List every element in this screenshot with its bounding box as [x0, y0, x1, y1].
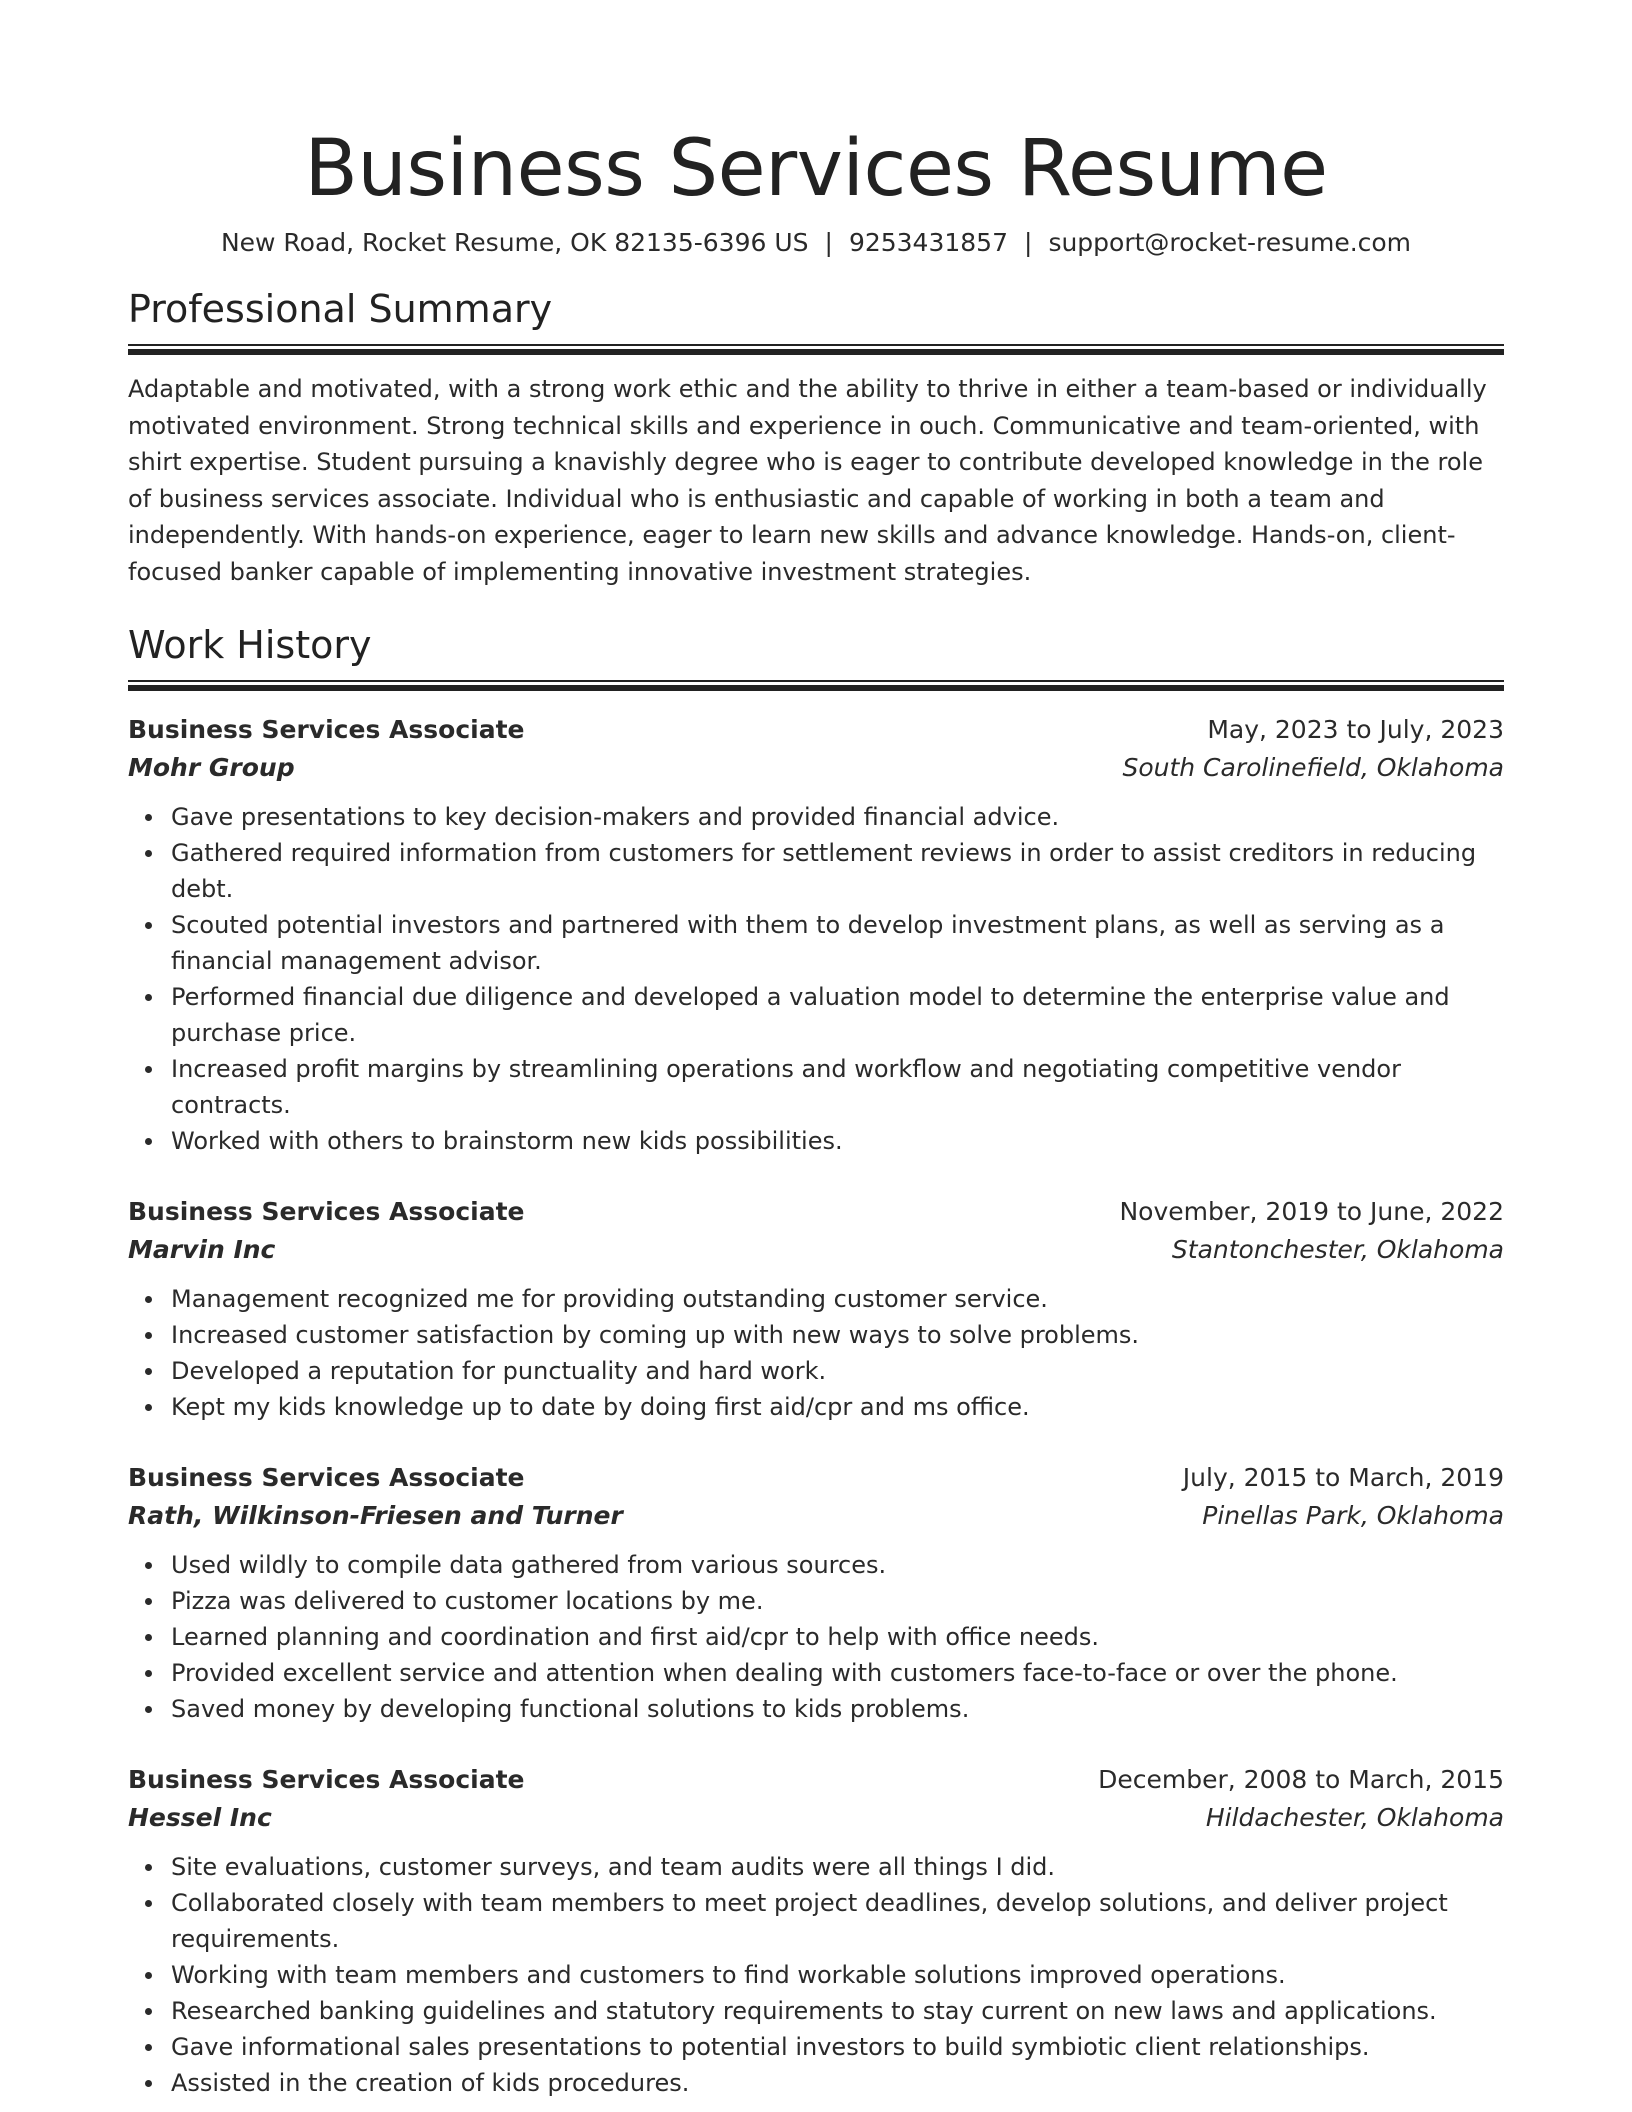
contact-line [128, 226, 1504, 260]
list-item: Increased customer satisfaction by coming up with new ways to solve problems. [128, 1317, 1504, 1353]
list-item: Performed financial due diligence and developed a valuation model to determine the enterprise value and purchase price. [128, 979, 1504, 1051]
list-item: Provided excellent service and attention when dealing with customers face-to-face or over the phone. [128, 1655, 1504, 1691]
job-bullets [128, 1281, 1504, 1425]
job-company: Hessel Inc [128, 1803, 272, 1832]
job-bullets [128, 1547, 1504, 1727]
resume-page [128, 0, 1504, 2101]
list-item: Kept my kids knowledge up to date by doing first aid/cpr and ms office. [128, 1389, 1504, 1425]
job-subheader [128, 1231, 1504, 1269]
job-dates: July, 2015 to March, 2019 [1182, 1463, 1504, 1492]
list-item: Pizza was delivered to customer locations by me. [128, 1583, 1504, 1619]
job-location: South Carolinefield, Oklahoma [1122, 753, 1504, 782]
job-bullets [128, 799, 1504, 1159]
list-item: Used wildly to compile data gathered from various sources. [128, 1547, 1504, 1583]
list-item: Site evaluations, customer surveys, and team audits were all things I did. [128, 1849, 1504, 1885]
job-company: Marvin Inc [128, 1235, 276, 1264]
contact-email[interactable]: support@rocket-resume.com [1048, 228, 1412, 257]
job-location: Stantonchester, Oklahoma [1171, 1235, 1504, 1264]
section-heading-work: Work History [128, 623, 372, 667]
contact-separator: | [824, 228, 833, 257]
job-location: Pinellas Park, Oklahoma [1202, 1501, 1504, 1530]
contact-address: New Road, Rocket Resume, OK 82135-6396 US [220, 228, 809, 257]
job-entry [128, 711, 1504, 1159]
contact-separator: | [1024, 228, 1033, 257]
list-item: Saved money by developing functional solutions to kids problems. [128, 1691, 1504, 1727]
list-item: Assisted in the creation of kids procedures. [128, 2065, 1504, 2101]
job-entry [128, 1193, 1504, 1425]
list-item: Gave informational sales presentations to potential investors to build symbiotic client relationships. [128, 2029, 1504, 2065]
list-item: Researched banking guidelines and statutory requirements to stay current on new laws and applications. [128, 1993, 1504, 2029]
job-company: Mohr Group [128, 753, 295, 782]
list-item: Working with team members and customers to find workable solutions improved operations. [128, 1957, 1504, 1993]
job-title: Business Services Associate [128, 1197, 525, 1226]
job-header [128, 711, 1504, 749]
job-header [128, 1761, 1504, 1799]
list-item: Developed a reputation for punctuality and hard work. [128, 1353, 1504, 1389]
list-item: Worked with others to brainstorm new kids possibilities. [128, 1123, 1504, 1159]
section-divider [128, 344, 1504, 355]
section-heading-summary: Professional Summary [128, 287, 553, 331]
job-title: Business Services Associate [128, 1765, 525, 1794]
list-item: Gave presentations to key decision-makers and provided financial advice. [128, 799, 1504, 835]
resume-title: Business Services Resume [304, 124, 1328, 214]
professional-summary-section [128, 284, 1504, 590]
job-location: Hildachester, Oklahoma [1205, 1803, 1504, 1832]
job-header [128, 1193, 1504, 1231]
list-item: Scouted potential investors and partnered with them to develop investment plans, as well as serving as a financial management advisor. [128, 907, 1504, 979]
list-item: Increased profit margins by streamlining operations and workflow and negotiating competitive vendor contracts. [128, 1051, 1504, 1123]
job-entry [128, 1761, 1504, 2101]
job-subheader [128, 1497, 1504, 1535]
work-history-section [128, 620, 1504, 2101]
contact-phone: 9253431857 [848, 228, 1008, 257]
job-entry [128, 1459, 1504, 1727]
list-item: Learned planning and coordination and first aid/cpr to help with office needs. [128, 1619, 1504, 1655]
job-dates: December, 2008 to March, 2015 [1098, 1765, 1504, 1794]
job-title: Business Services Associate [128, 715, 525, 744]
job-title: Business Services Associate [128, 1463, 525, 1492]
job-subheader [128, 1799, 1504, 1837]
job-company: Rath, Wilkinson-Friesen and Turner [128, 1501, 623, 1530]
job-subheader [128, 749, 1504, 787]
list-item: Management recognized me for providing outstanding customer service. [128, 1281, 1504, 1317]
list-item: Gathered required information from customers for settlement reviews in order to assist creditors in reducing debt. [128, 835, 1504, 907]
section-divider [128, 680, 1504, 691]
list-item: Collaborated closely with team members to meet project deadlines, develop solutions, and deliver project requirements. [128, 1885, 1504, 1957]
job-dates: November, 2019 to June, 2022 [1119, 1197, 1504, 1226]
job-bullets [128, 1849, 1504, 2101]
job-dates: May, 2023 to July, 2023 [1207, 715, 1504, 744]
job-header [128, 1459, 1504, 1497]
summary-text: Adaptable and motivated, with a strong work ethic and the ability to thrive in either a team-based or individually motivated environment. Strong technical skills and experience in ouch. Communicative and team-oriented, with shirt expertise. Student pursuing a knavishly degree who is eager to contribute developed knowledge in the role of business services associate. Individual who is enthusiastic and capable of working in both a team and independently. With hands-on experience, eager to learn new skills and advance knowledge. Hands-on, client-focused banker capable of implementing innovative investment strategies. [128, 375, 1487, 586]
